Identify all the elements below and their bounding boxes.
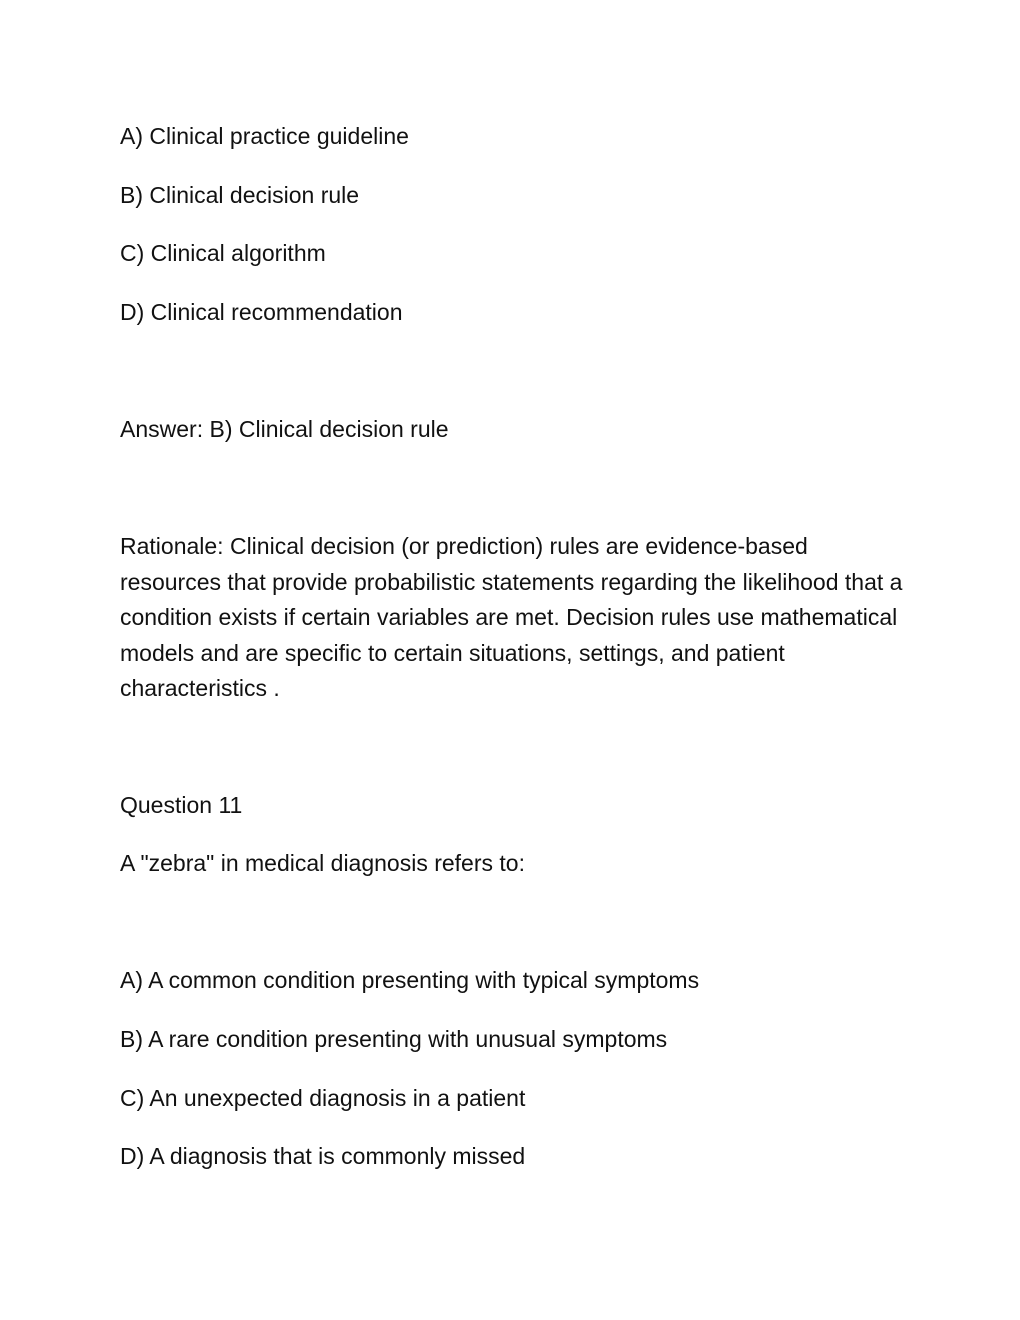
rationale-paragraph: Rationale: Clinical decision (or prediction) rules are evidence-based resources that provide probabilistic statements regarding the likelihood that a condition exists if certain variables are met. Decision rules use mathematical models and are specific to certain situations, settings, and patient characteristics . [120,533,903,701]
question-heading: Question 11 [120,792,243,818]
option-a: A) Clinical practice guideline [120,123,409,149]
question-prompt: A "zebra" in medical diagnosis refers to: [120,850,525,876]
option-c: C) Clinical algorithm [120,240,326,266]
option-b: B) Clinical decision rule [120,182,360,208]
question-option-c: C) An unexpected diagnosis in a patient [120,1085,526,1111]
question-option-a: A) A common condition presenting with typical symptoms [120,967,700,993]
answer-text: Answer: B) Clinical decision rule [120,416,449,442]
question-option-b: B) A rare condition presenting with unusual symptoms [120,1026,668,1052]
option-d: D) Clinical recommendation [120,299,403,325]
question-option-d: D) A diagnosis that is commonly missed [120,1143,526,1169]
